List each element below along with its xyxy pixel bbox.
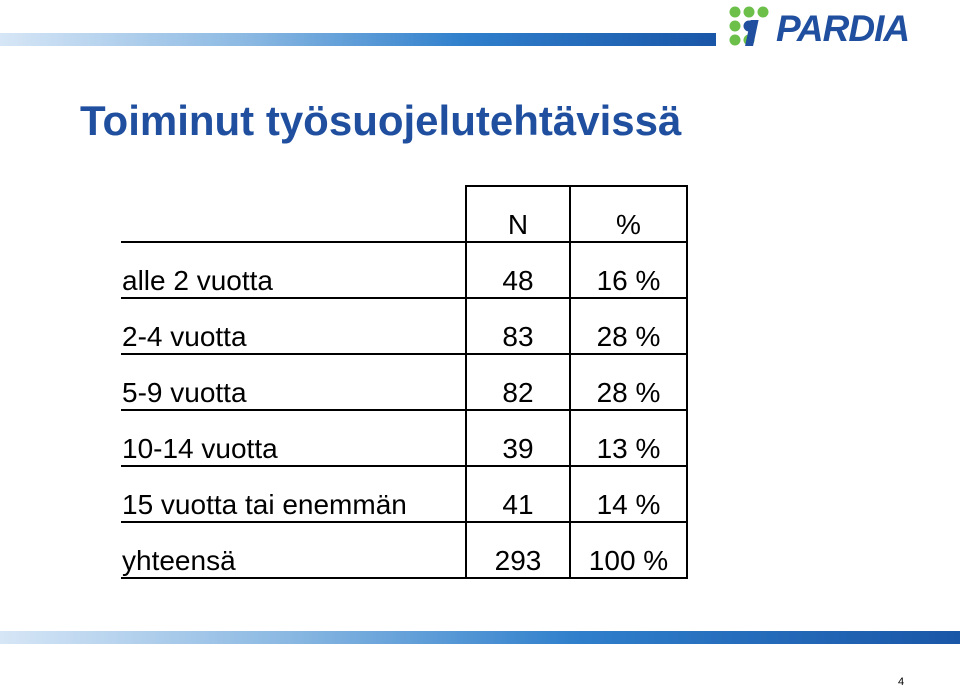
data-table (121, 185, 688, 579)
pardia-logo (720, 2, 920, 50)
row-pct: 28 % (570, 354, 687, 410)
table-row (121, 298, 687, 354)
row-n: 82 (466, 354, 570, 410)
page-number: 4 (898, 676, 905, 688)
table-row (121, 410, 687, 466)
table-row (121, 466, 687, 522)
row-n: 39 (466, 410, 570, 466)
logo-text: PARDIA (776, 8, 910, 49)
slide-title: Toiminut työsuojelutehtävissä (80, 97, 682, 144)
row-n: 293 (466, 522, 570, 578)
table-row (121, 354, 687, 410)
logo-mark-icon (724, 4, 776, 48)
row-pct: 13 % (570, 410, 687, 466)
row-n: 83 (466, 298, 570, 354)
row-label: 2-4 vuotta (121, 298, 466, 354)
header-n: N (466, 186, 570, 242)
row-label: 10-14 vuotta (121, 410, 466, 466)
row-n: 48 (466, 242, 570, 298)
header-empty-cell (121, 186, 466, 242)
table-total-row (121, 522, 687, 578)
row-pct: 16 % (570, 242, 687, 298)
row-pct: 14 % (570, 466, 687, 522)
bottom-decorative-band (0, 631, 960, 644)
row-pct: 28 % (570, 298, 687, 354)
row-label: alle 2 vuotta (121, 242, 466, 298)
header-pct: % (570, 186, 687, 242)
row-label: yhteensä (121, 522, 466, 578)
table-row (121, 242, 687, 298)
row-n: 41 (466, 466, 570, 522)
row-label: 15 vuotta tai enemmän (121, 466, 466, 522)
top-decorative-band (0, 33, 716, 46)
row-label: 5-9 vuotta (121, 354, 466, 410)
table-header-row (121, 186, 687, 242)
row-pct: 100 % (570, 522, 687, 578)
